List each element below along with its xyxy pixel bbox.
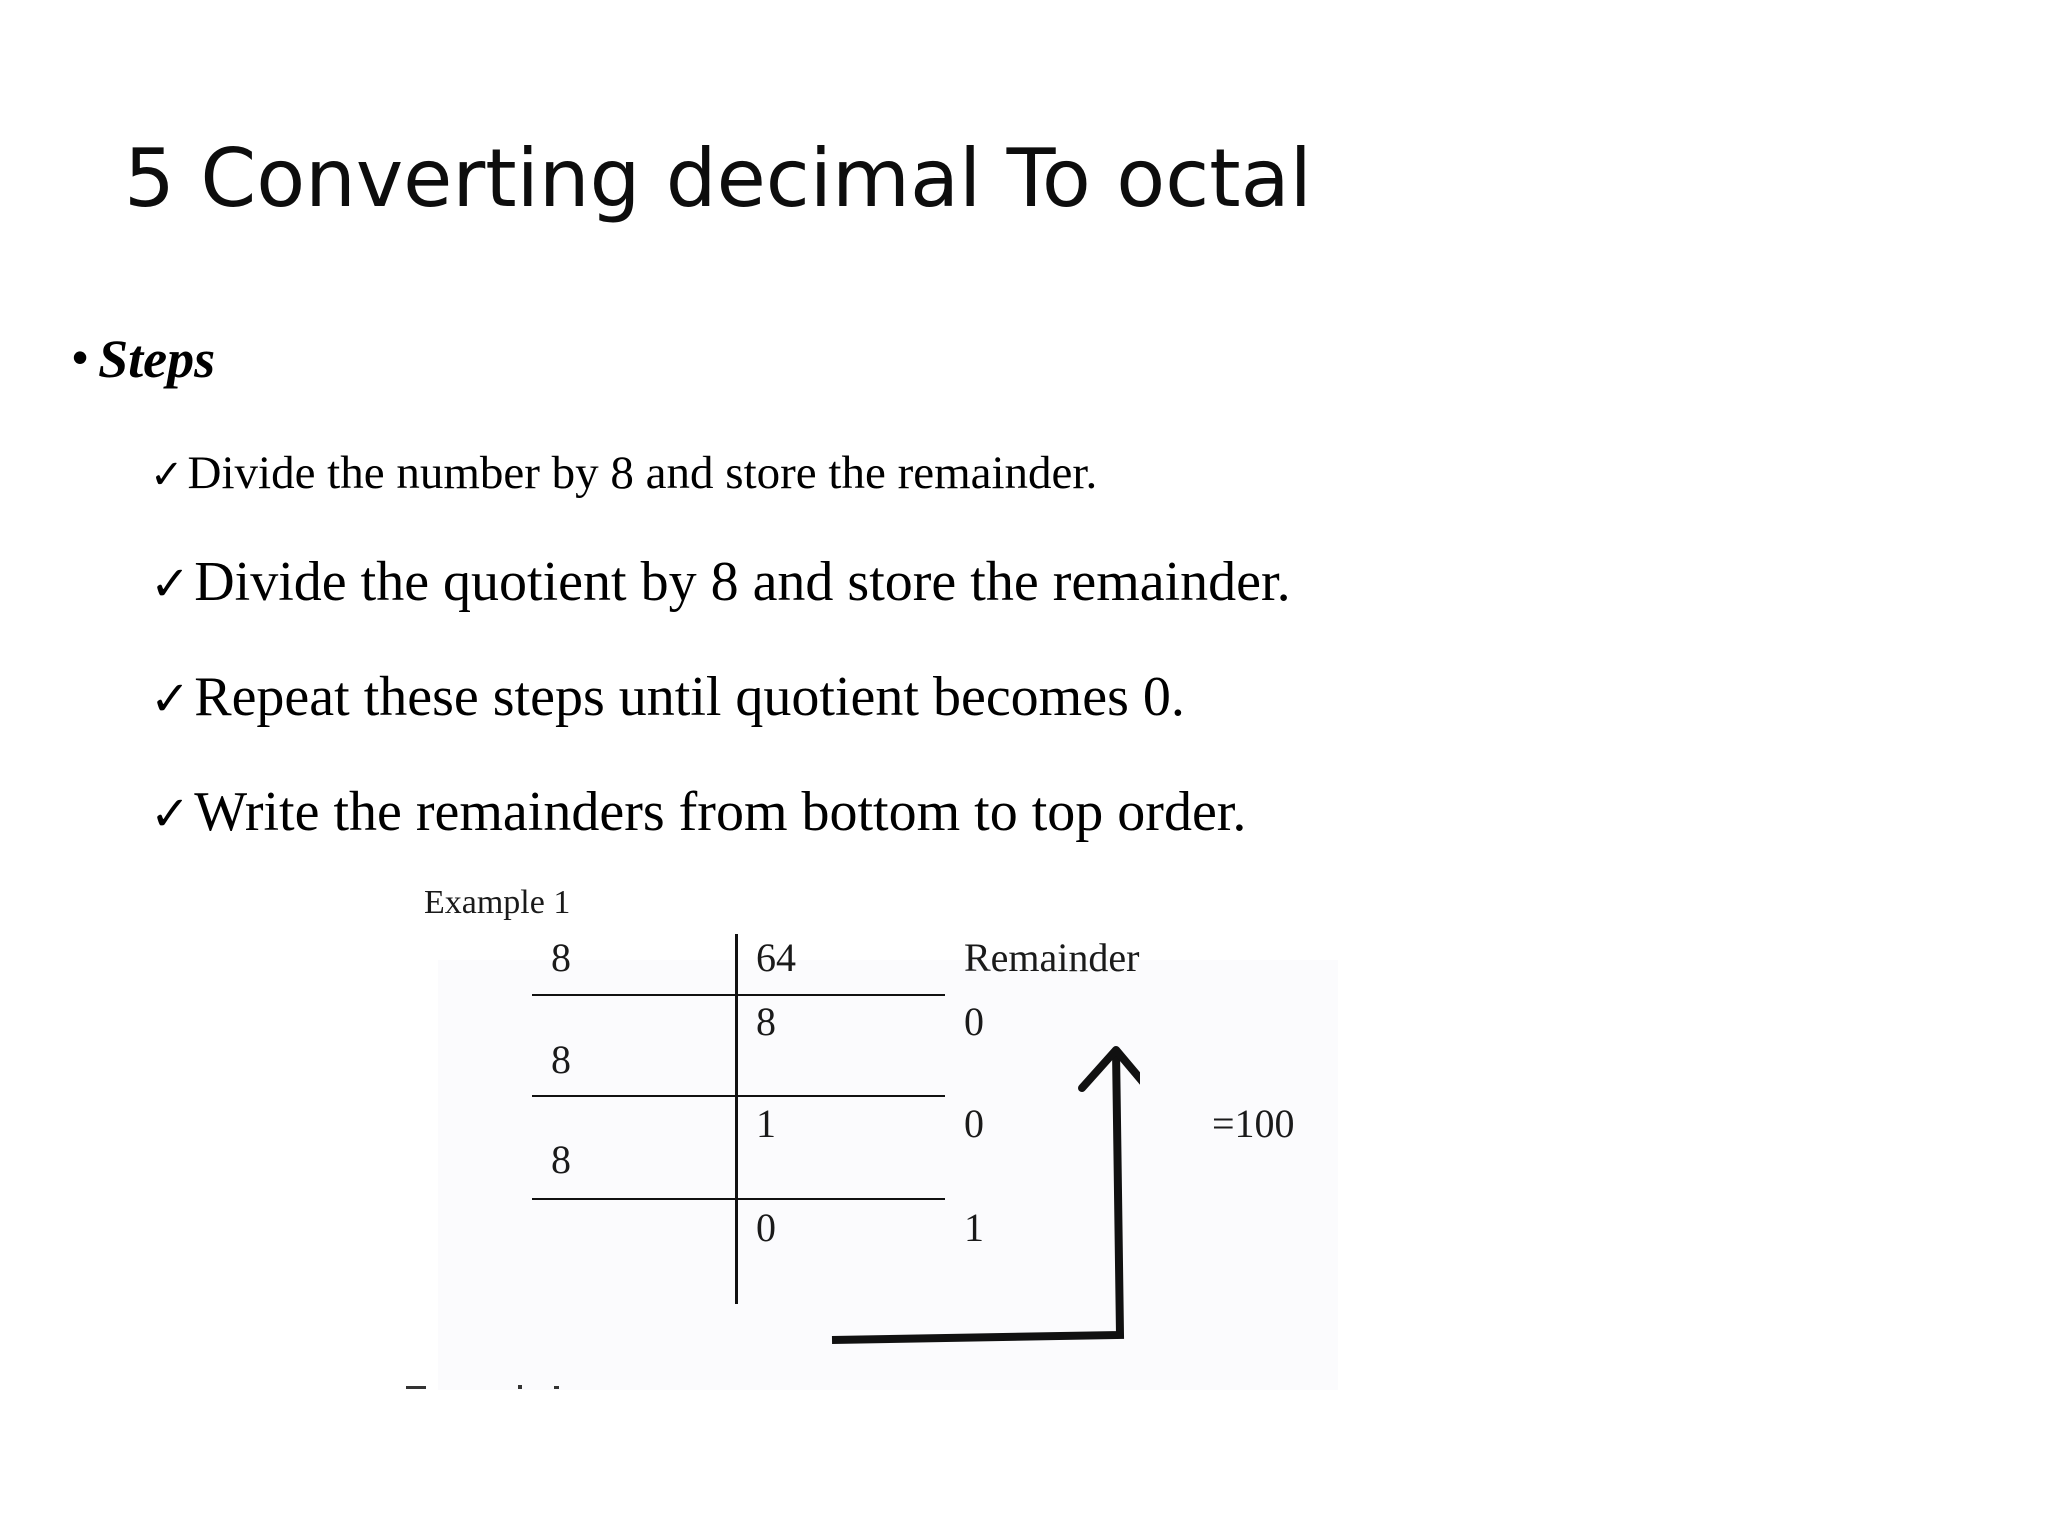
remainder-cell: 0 — [964, 999, 984, 1044]
quotient-cell: 64 — [756, 935, 796, 980]
divisor-cell: 8 — [551, 1037, 571, 1082]
bullet-dot-icon: • — [72, 331, 89, 383]
checkmark-icon: ✓ — [150, 786, 191, 842]
step-item — [150, 665, 1185, 729]
checkmark-icon: ✓ — [150, 452, 184, 498]
table-row-divider — [532, 994, 945, 996]
step-text: Divide the number by 8 and store the remainder. — [187, 447, 1098, 499]
table-vertical-divider — [735, 934, 738, 1304]
step-item — [150, 780, 1246, 844]
checkmark-icon: ✓ — [150, 671, 191, 727]
remainder-header: Remainder — [964, 935, 1140, 980]
step-item — [150, 550, 1291, 614]
divisor-cell: 8 — [551, 935, 571, 980]
cutoff-text-fragment — [400, 1384, 570, 1390]
quotient-cell: 1 — [756, 1101, 776, 1146]
step-text: Divide the quotient by 8 and store the remainder. — [194, 551, 1291, 613]
bottom-to-top-arrow-icon — [820, 1030, 1140, 1360]
remainder-cell: 0 — [964, 1101, 984, 1146]
quotient-cell: 8 — [756, 999, 776, 1044]
step-text: Write the remainders from bottom to top order. — [194, 781, 1247, 843]
divisor-cell: 8 — [551, 1137, 571, 1182]
result-value: =100 — [1212, 1101, 1295, 1146]
slide-title: 5 Converting decimal To octal — [124, 132, 1312, 225]
bullet-label: Steps — [98, 329, 216, 389]
remainder-cell: 1 — [964, 1205, 984, 1250]
example-label: Example 1 — [424, 884, 571, 921]
step-item — [150, 446, 1097, 500]
quotient-cell: 0 — [756, 1205, 776, 1250]
bullet-steps — [72, 328, 215, 390]
checkmark-icon: ✓ — [150, 556, 191, 612]
step-text: Repeat these steps until quotient becomes 0. — [194, 666, 1185, 728]
